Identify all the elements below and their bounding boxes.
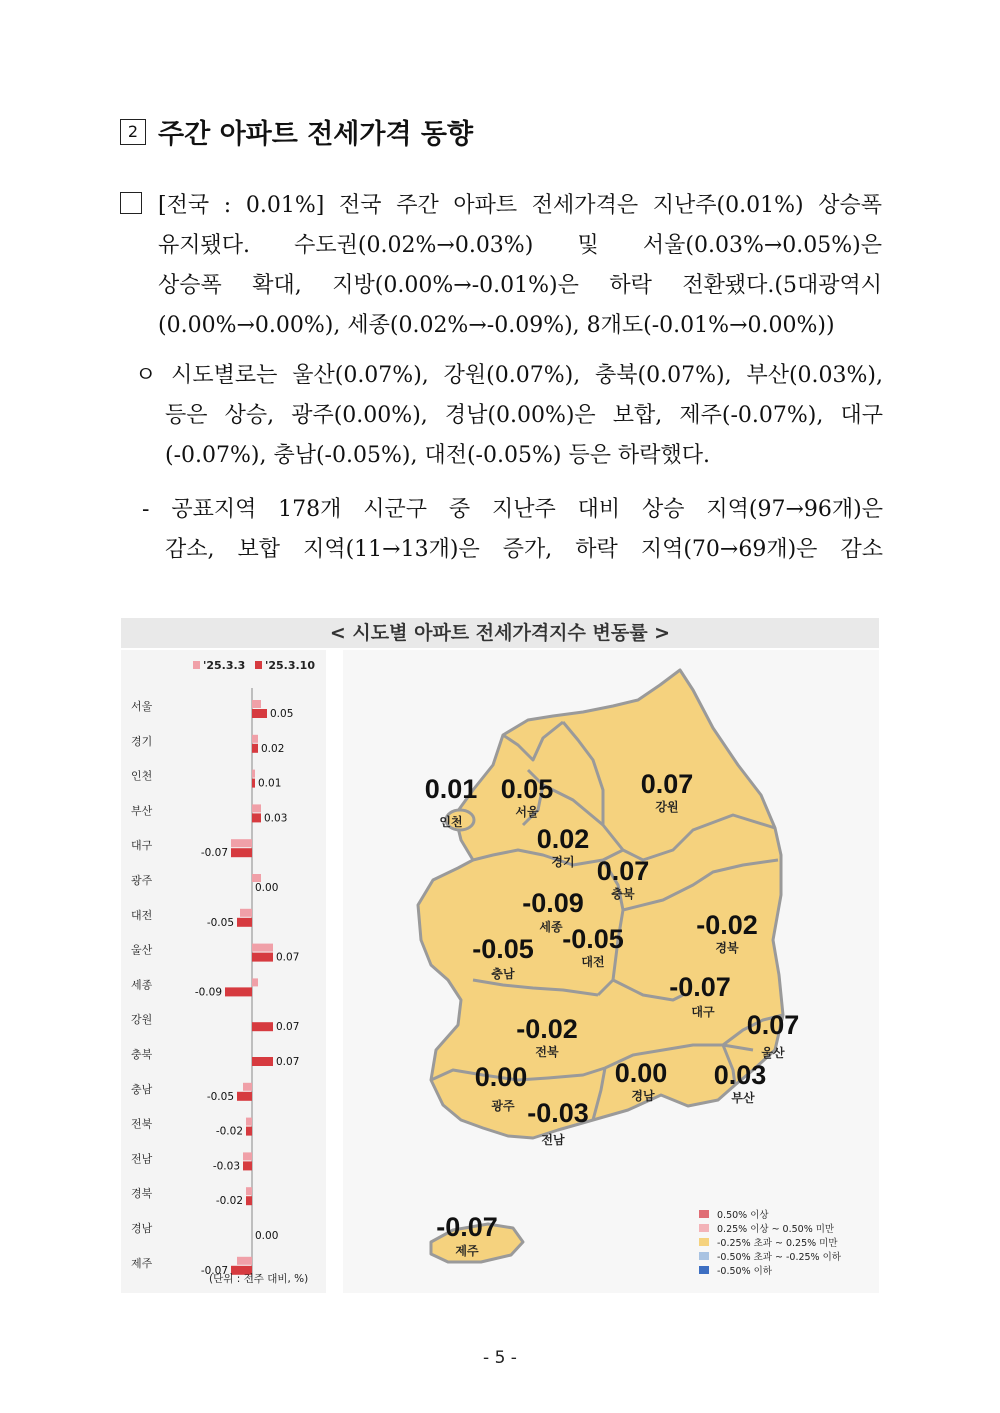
bar-curr-경기 [252, 744, 258, 753]
summary-line: 유지됐다. 수도권(0.02%→0.03%) 및 서울(0.03%→0.05%)은 [158, 233, 882, 258]
legend-swatch [699, 1266, 709, 1274]
data-label-충남: -0.05 [206, 1090, 234, 1103]
bar-prev-경북 [246, 1187, 252, 1195]
map-value-부산: 0.03 [713, 1060, 767, 1090]
map-value-대구: -0.07 [669, 972, 731, 1002]
map-region-name-충남: 충남 [491, 967, 515, 981]
map-region-name-전남: 전남 [541, 1133, 565, 1147]
data-label-대구: -0.07 [200, 847, 228, 860]
summary-line: [전국 : 0.01%] 전국 주간 아파트 전세가격은 지난주(0.01%) 상승폭 [158, 193, 882, 218]
legend-swatch [699, 1210, 709, 1218]
category-label: 경남 [131, 1222, 153, 1235]
region-line: (-0.07%), 충남(-0.05%), 대전(-0.05%) 등은 하락했다. [165, 443, 710, 468]
bar-curr-세종 [225, 987, 252, 996]
bar-prev-세종 [252, 978, 258, 986]
bar-curr-경북 [246, 1196, 252, 1205]
region-line: 시도별로는 울산(0.07%), 강원(0.07%), 충북(0.07%), 부산(0.03%), [171, 363, 883, 388]
data-label-전남: -0.03 [212, 1160, 240, 1173]
unit-note: (단위 : 전주 대비, %) [209, 1273, 309, 1285]
data-label-대전: -0.05 [206, 916, 234, 929]
figure [121, 618, 879, 1293]
bar-curr-부산 [252, 813, 261, 822]
bar-curr-충남 [237, 1092, 252, 1101]
map-region-name-대구: 대구 [691, 1005, 715, 1019]
bar-prev-대구 [231, 839, 252, 847]
summary-line: (0.00%→0.00%), 세종(0.02%→-0.09%), 8개도(-0.01%→0.00%)) [158, 313, 835, 338]
category-label: 전북 [131, 1117, 153, 1131]
bar-curr-충북 [252, 1057, 273, 1066]
map-region-name-대전: 대전 [581, 955, 605, 969]
data-label-제주: -0.07 [200, 1264, 228, 1277]
legend-swatch [699, 1252, 709, 1260]
data-label-광주: 0.00 [255, 882, 279, 894]
category-label: 충북 [131, 1048, 153, 1061]
korea-map [343, 650, 879, 1293]
bar-chart-panel [121, 650, 326, 1293]
data-label-경남: 0.00 [255, 1230, 279, 1242]
category-label: 인천 [131, 769, 153, 783]
category-label: 대구 [131, 839, 153, 853]
bar-prev-대전 [240, 909, 252, 917]
category-label: 서울 [131, 700, 153, 713]
bar-curr-대구 [231, 848, 252, 857]
data-label-부산: 0.03 [264, 812, 288, 825]
map-value-충남: -0.05 [472, 934, 534, 964]
district-paragraph [142, 490, 883, 570]
map-value-경북: -0.02 [696, 910, 758, 940]
legend-label: '25.3.3 [203, 659, 246, 672]
category-label: 경북 [131, 1187, 153, 1201]
bar-prev-경기 [252, 735, 258, 743]
category-label: 경기 [131, 734, 153, 748]
bar-curr-강원 [252, 1022, 273, 1031]
category-label: 제주 [131, 1256, 153, 1270]
bar-prev-전남 [243, 1152, 252, 1160]
map-region-name-전북: 전북 [535, 1045, 559, 1059]
data-label-경기: 0.02 [261, 742, 285, 755]
map-region-name-충북: 충북 [611, 887, 635, 901]
category-label: 세종 [131, 978, 153, 992]
map-region-name-부산: 부산 [731, 1091, 755, 1105]
region-paragraph [135, 356, 883, 476]
bar-curr-대전 [237, 918, 252, 927]
legend-label: 0.25% 이상 ~ 0.50% 미만 [717, 1224, 835, 1235]
map-value-제주: -0.07 [436, 1212, 498, 1242]
legend-swatch [699, 1238, 709, 1246]
data-label-서울: 0.05 [270, 708, 294, 720]
dash-bullet-icon: - [142, 497, 150, 522]
bar-curr-전남 [243, 1161, 252, 1170]
bar-curr-전북 [246, 1127, 252, 1136]
data-label-울산: 0.07 [276, 951, 300, 964]
map-value-울산: 0.07 [746, 1010, 800, 1040]
bar-curr-울산 [252, 953, 273, 962]
chart-title: < 시도별 아파트 전세가격지수 변동률 > [121, 618, 879, 648]
legend-label: -0.25% 초과 ~ 0.25% 미만 [717, 1238, 838, 1249]
legend-label: -0.50% 초과 ~ -0.25% 이하 [717, 1252, 841, 1263]
bar-prev-광주 [252, 874, 261, 882]
category-label: 울산 [131, 943, 153, 957]
section-heading [120, 112, 473, 151]
district-line: 공표지역 178개 시군구 중 지난주 대비 상승 지역(97→96개)은 [171, 497, 883, 522]
bar-prev-충남 [243, 1083, 252, 1091]
legend-swatch [699, 1224, 709, 1232]
bar-curr-서울 [252, 709, 267, 718]
section-title: 주간 아파트 전세가격 동향 [158, 119, 474, 150]
page-number: - 5 - [483, 1348, 517, 1368]
map-value-경기: 0.02 [536, 824, 590, 854]
legend-swatch [255, 661, 262, 669]
map-value-서울: 0.05 [500, 774, 554, 804]
data-label-세종: -0.09 [194, 986, 222, 999]
map-value-전남: -0.03 [527, 1098, 589, 1128]
map-value-세종: -0.09 [522, 888, 584, 918]
summary-paragraph [120, 186, 882, 346]
legend-label: '25.3.10 [265, 659, 315, 672]
bar-chart [121, 650, 326, 1293]
legend-label: -0.50% 이하 [717, 1266, 772, 1277]
category-label: 광주 [131, 874, 153, 887]
map-value-충북: 0.07 [596, 856, 650, 886]
map-legend [699, 1209, 842, 1277]
data-label-경북: -0.02 [215, 1195, 243, 1208]
map-region-name-서울: 서울 [515, 805, 539, 819]
category-label: 전남 [131, 1152, 153, 1166]
map-region-name-경북: 경북 [715, 941, 739, 955]
map-value-광주: 0.00 [474, 1062, 528, 1092]
category-label: 대전 [131, 908, 153, 922]
bar-prev-부산 [252, 804, 261, 812]
bar-prev-전북 [246, 1118, 252, 1126]
region-line: 등은 상승, 광주(0.00%), 경남(0.00%)은 보합, 제주(-0.07%), 대구 [165, 403, 883, 428]
summary-line: 상승폭 확대, 지방(0.00%→-0.01%)은 하락 전환됐다.(5대광역시 [158, 273, 882, 298]
data-label-충북: 0.07 [276, 1056, 300, 1068]
map-value-강원: 0.07 [640, 769, 694, 799]
data-label-인천: 0.01 [258, 777, 282, 790]
legend-label: 0.50% 이상 [717, 1210, 769, 1221]
circle-bullet-icon: ㅇ [135, 363, 157, 388]
map-region-name-광주: 광주 [491, 1099, 515, 1113]
bar-prev-제주 [237, 1257, 252, 1265]
map-region-name-세종: 세종 [539, 920, 563, 934]
category-label: 강원 [131, 1013, 153, 1027]
section-number: 2 [120, 119, 146, 145]
data-label-강원: 0.07 [276, 1021, 300, 1034]
data-label-전북: -0.02 [215, 1125, 243, 1138]
map-panel [343, 650, 879, 1293]
map-value-전북: -0.02 [516, 1014, 578, 1044]
legend-swatch [193, 661, 200, 669]
category-label: 충남 [131, 1082, 153, 1096]
map-region-name-강원: 강원 [655, 800, 679, 814]
map-region-name-제주: 제주 [455, 1244, 479, 1258]
bar-curr-인천 [252, 779, 255, 788]
square-bullet-icon [120, 192, 142, 214]
map-region-name-경기: 경기 [551, 855, 575, 869]
map-region-name-인천: 인천 [439, 815, 463, 829]
bar-prev-서울 [252, 700, 261, 708]
map-region-name-울산: 울산 [761, 1046, 785, 1060]
bar-prev-인천 [252, 770, 255, 778]
bar-prev-울산 [252, 944, 273, 952]
map-value-인천: 0.01 [424, 774, 478, 804]
category-label: 부산 [131, 804, 153, 818]
map-value-대전: -0.05 [562, 924, 624, 954]
map-value-경남: 0.00 [614, 1058, 668, 1088]
map-region-name-경남: 경남 [631, 1089, 655, 1103]
district-line: 감소, 보합 지역(11→13개)은 증가, 하락 지역(70→69개)은 감소 [165, 537, 883, 562]
